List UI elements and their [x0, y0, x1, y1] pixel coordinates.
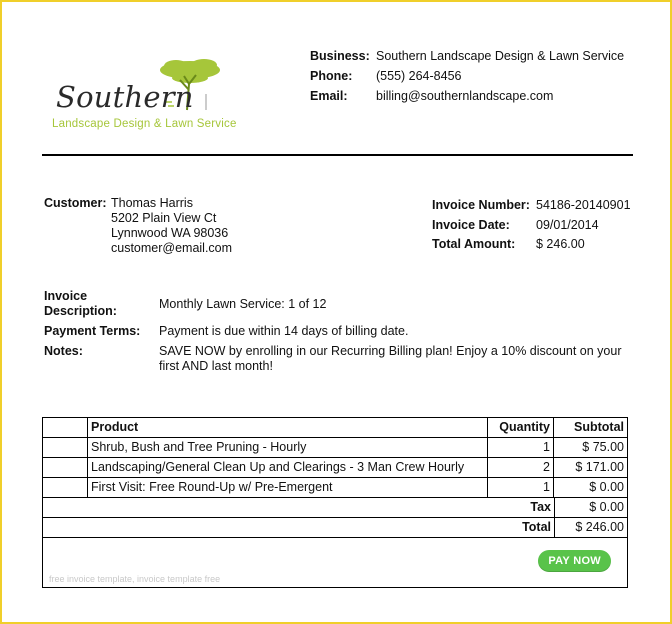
row-product: Landscaping/General Clean Up and Clearings - 3 Man Crew Hourly: [88, 458, 488, 477]
total-row: [43, 518, 627, 538]
logo-wordmark: Southern: [56, 80, 194, 114]
invoice-number-value: 54186-20140901: [536, 198, 631, 212]
description-row: [44, 289, 634, 319]
total-label: Total: [43, 518, 555, 537]
row-spacer: [43, 478, 88, 497]
phone-label: Phone:: [310, 69, 353, 83]
row-spacer: [43, 438, 88, 457]
notes-row: [44, 344, 634, 374]
notes-value: SAVE NOW by enrolling in our Recurring Billing plan! Enjoy a 10% discount on your first AND last month!: [159, 344, 622, 373]
business-value: Southern Landscape Design & Lawn Service: [376, 49, 625, 63]
table-row: [43, 438, 627, 458]
customer-name: Thomas Harris: [111, 196, 193, 210]
business-label: Business:: [310, 49, 370, 63]
customer-block: [44, 196, 232, 256]
email-label: Email:: [310, 89, 348, 103]
row-quantity: 2: [488, 458, 554, 477]
email-row: [310, 86, 624, 106]
invoice-date-label: Invoice Date:: [432, 217, 510, 232]
row-product: First Visit: Free Round-Up w/ Pre-Emergent: [88, 478, 488, 497]
table-header: [43, 418, 627, 438]
description-label: Invoice Description:: [44, 289, 117, 318]
header-subtotal: Subtotal: [574, 420, 624, 434]
row-spacer: [43, 458, 88, 477]
pay-now-button[interactable]: PAY NOW: [538, 550, 611, 572]
description-value: Monthly Lawn Service: 1 of 12: [159, 297, 327, 311]
phone-value: (555) 264-8456: [376, 69, 462, 83]
customer-street: 5202 Plain View Ct: [111, 211, 217, 225]
total-amount-value: $ 246.00: [536, 237, 585, 251]
business-info: [310, 46, 624, 106]
invoice-number-label: Invoice Number:: [432, 198, 530, 212]
invoice-summary: [432, 196, 631, 255]
customer-address: [111, 196, 232, 256]
invoice-details: [44, 289, 634, 379]
row-quantity: 1: [488, 478, 554, 497]
notes-label: Notes:: [44, 344, 83, 358]
header-product: Product: [88, 418, 488, 437]
payment-terms-label: Payment Terms:: [44, 324, 141, 338]
watermark-text: free invoice template, invoice template free: [49, 574, 221, 584]
table-footer: [43, 538, 627, 587]
header-divider: [42, 154, 633, 156]
table-row: [43, 478, 627, 498]
invoice-date-value: 09/01/2014: [536, 217, 599, 232]
invoice-number-row: [432, 196, 631, 216]
customer-label: Customer:: [44, 196, 107, 210]
row-subtotal: $ 0.00: [589, 480, 624, 494]
payment-terms-value: Payment is due within 14 days of billing date.: [159, 324, 409, 338]
total-amount-row: [432, 235, 631, 255]
header-spacer: [43, 418, 88, 437]
row-subtotal: $ 75.00: [582, 440, 624, 454]
email-value[interactable]: billing@southernlandscape.com: [376, 89, 554, 103]
total-value: $ 246.00: [575, 520, 624, 534]
row-product: Shrub, Bush and Tree Pruning - Hourly: [88, 438, 488, 457]
payment-terms-row: [44, 324, 634, 339]
tax-row: [43, 498, 627, 518]
tax-value: $ 0.00: [589, 500, 624, 514]
invoice-date-row: [432, 216, 631, 236]
logo-tagline: Landscape Design & Lawn Service: [52, 118, 237, 130]
phone-row: [310, 66, 624, 86]
company-logo: [52, 58, 257, 138]
total-amount-label: Total Amount:: [432, 237, 516, 251]
customer-city: Lynnwood WA 98036: [111, 226, 229, 240]
business-row: [310, 46, 624, 66]
header-quantity: Quantity: [488, 418, 554, 437]
table-row: [43, 458, 627, 478]
row-subtotal: $ 171.00: [575, 460, 624, 474]
line-items-table: [42, 417, 628, 588]
row-quantity: 1: [488, 438, 554, 457]
tax-label: Tax: [43, 498, 555, 517]
customer-email[interactable]: customer@email.com: [111, 241, 233, 255]
